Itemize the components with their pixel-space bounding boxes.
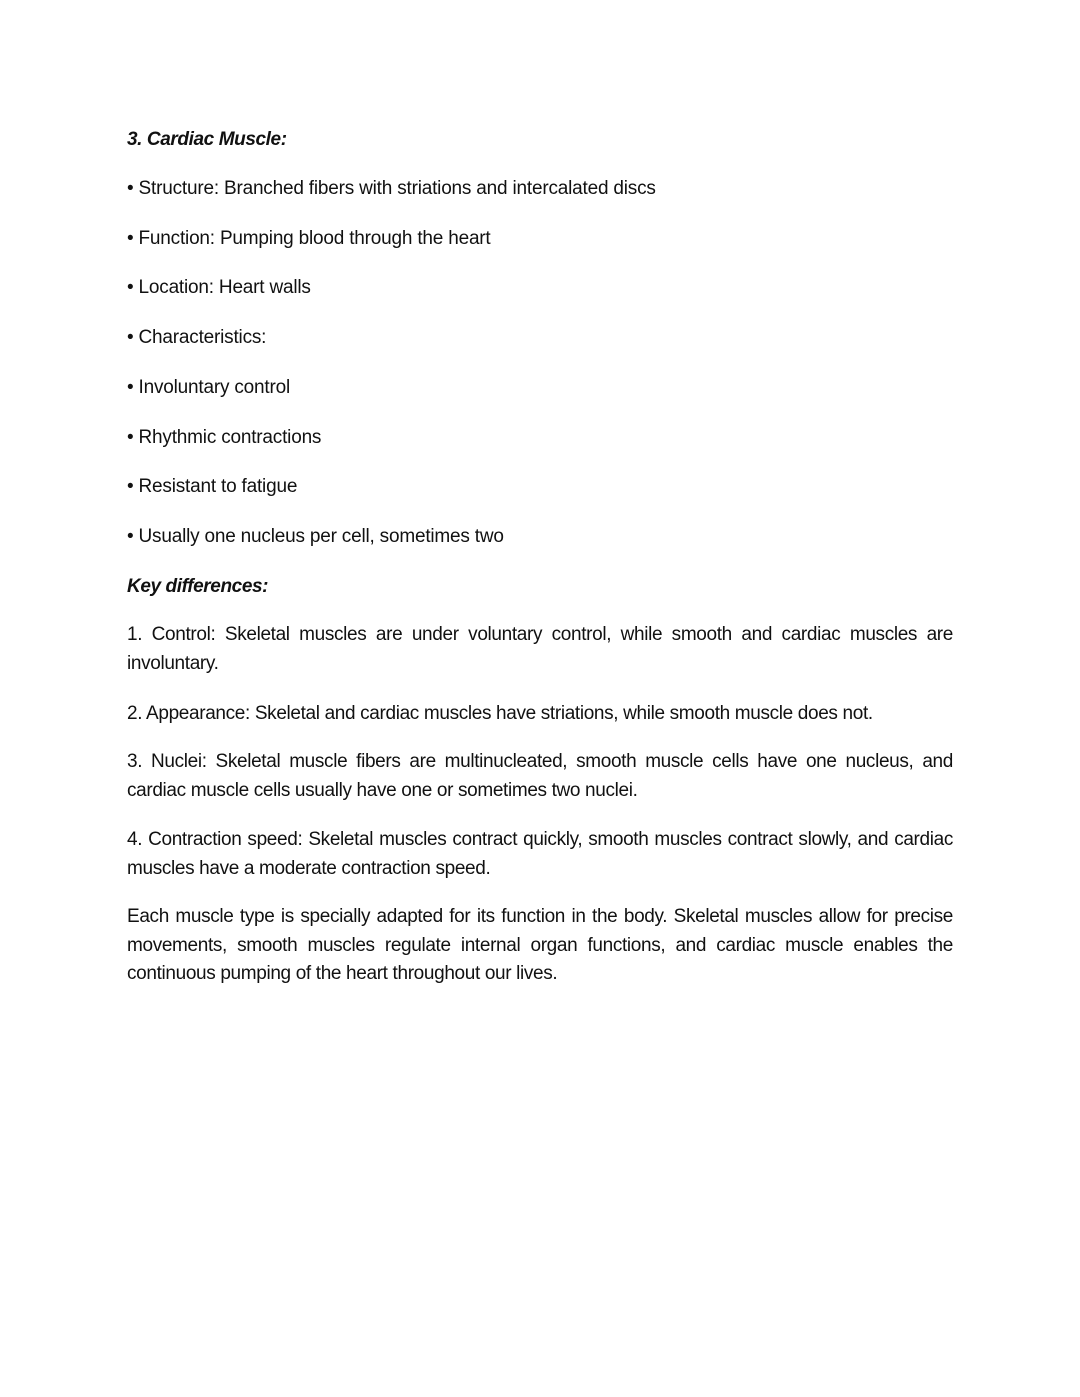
key-differences-heading: Key differences: [127, 576, 269, 597]
bullet-location: • Location: Heart walls [127, 277, 311, 298]
bullet-structure: • Structure: Branched fibers with striations and intercalated discs [127, 178, 656, 199]
difference-nuclei: 3. Nuclei: Skeletal muscle fibers are multinucleated, smooth muscle cells have one nucleus, and cardiac muscle cells usually have one or sometimes two nuclei. [127, 751, 953, 801]
difference-appearance: 2. Appearance: Skeletal and cardiac muscles have striations, while smooth muscle does not. [127, 703, 873, 724]
bullet-characteristics: • Characteristics: [127, 327, 267, 348]
bullet-fatigue: • Resistant to fatigue [127, 476, 298, 497]
conclusion-paragraph: Each muscle type is specially adapted for its function in the body. Skeletal muscles allow for precise movements, smooth muscles regulate internal organ functions, and cardiac muscle enables the continuous pumping of the heart throughout our lives. [127, 906, 953, 984]
bullet-rhythmic: • Rhythmic contractions [127, 427, 322, 448]
difference-contraction-speed: 4. Contraction speed: Skeletal muscles contract quickly, smooth muscles contract slowly, and cardiac muscles have a moderate contraction speed. [127, 829, 953, 879]
difference-control: 1. Control: Skeletal muscles are under voluntary control, while smooth and cardiac muscles are involuntary. [127, 624, 953, 674]
bullet-involuntary: • Involuntary control [127, 377, 290, 398]
section-heading: 3. Cardiac Muscle: [127, 129, 287, 150]
bullet-function: • Function: Pumping blood through the heart [127, 228, 491, 249]
bullet-nucleus: • Usually one nucleus per cell, sometimes two [127, 526, 504, 547]
